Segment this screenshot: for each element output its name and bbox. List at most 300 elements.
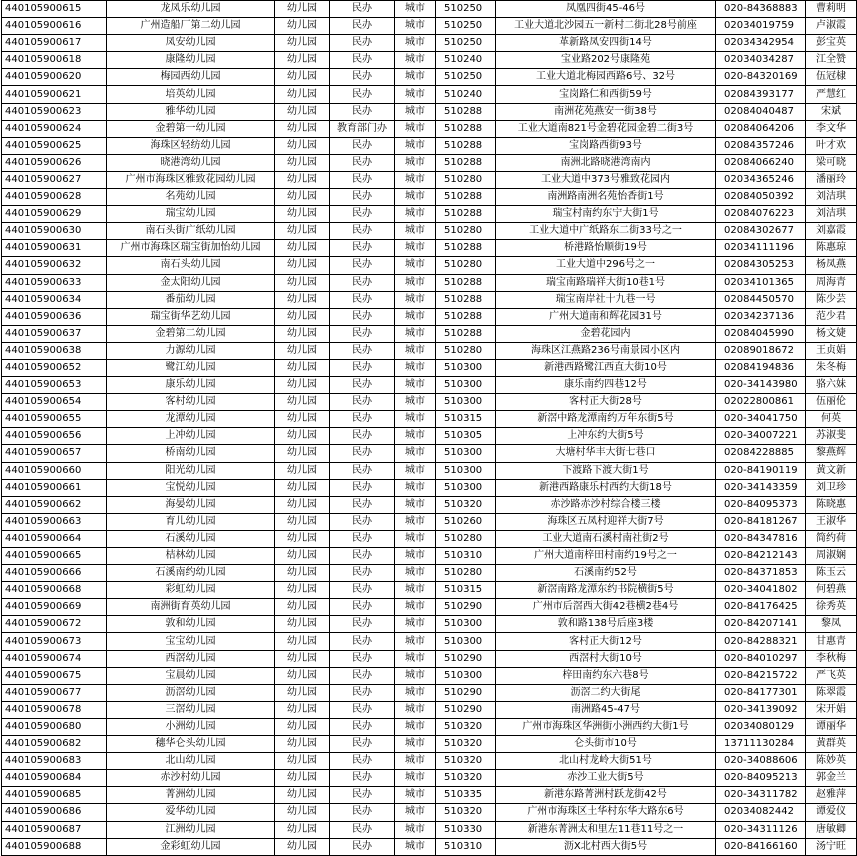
school-name-cell: 上冲幼儿园	[107, 428, 275, 445]
phone-cell: 02084040487	[716, 103, 806, 120]
school-name-cell: 石溪南约幼儿园	[107, 565, 275, 582]
ownership-cell: 民办	[330, 838, 395, 855]
address-cell: 北山村龙岭大街51号	[496, 753, 716, 770]
address-cell: 上冲东约大街5号	[496, 428, 716, 445]
contact-cell: 黎燕辉	[806, 445, 857, 462]
contact-cell: 江全赞	[806, 52, 857, 69]
contact-cell: 严飞英	[806, 667, 857, 684]
phone-cell: 02034034287	[716, 52, 806, 69]
contact-cell: 刘嘉霞	[806, 223, 857, 240]
table-row	[2, 821, 857, 838]
table-row	[2, 753, 857, 770]
school-type-cell: 幼儿园	[275, 599, 330, 616]
table-row	[2, 565, 857, 582]
address-cell: 新港东路菁洲村跃龙街42号	[496, 787, 716, 804]
phone-cell: 020-84368883	[716, 1, 806, 18]
school-type-cell: 幼儿园	[275, 667, 330, 684]
school-name-cell: 彩虹幼儿园	[107, 582, 275, 599]
table-row	[2, 154, 857, 171]
contact-cell: 黄群英	[806, 736, 857, 753]
postcode-cell: 510280	[436, 257, 496, 274]
table-row	[2, 530, 857, 547]
phone-cell: 02084066240	[716, 154, 806, 171]
org-code-cell: 440105900669	[2, 599, 107, 616]
postcode-cell: 510300	[436, 479, 496, 496]
contact-cell: 杨文婕	[806, 325, 857, 342]
school-name-cell: 雅华幼儿园	[107, 103, 275, 120]
postcode-cell: 510240	[436, 52, 496, 69]
ownership-cell: 民办	[330, 821, 395, 838]
table-row	[2, 684, 857, 701]
ownership-cell: 民办	[330, 274, 395, 291]
org-code-cell: 440105900680	[2, 718, 107, 735]
school-type-cell: 幼儿园	[275, 377, 330, 394]
school-type-cell: 幼儿园	[275, 650, 330, 667]
school-type-cell: 幼儿园	[275, 359, 330, 376]
address-cell: 广州大道南和辉花园31号	[496, 308, 716, 325]
school-type-cell: 幼儿园	[275, 616, 330, 633]
area-type-cell: 城市	[395, 240, 436, 257]
ownership-cell: 民办	[330, 667, 395, 684]
postcode-cell: 510335	[436, 787, 496, 804]
phone-cell: 020-84095213	[716, 770, 806, 787]
contact-cell: 赵雅萍	[806, 787, 857, 804]
postcode-cell: 510300	[436, 359, 496, 376]
phone-cell: 02034082442	[716, 804, 806, 821]
address-cell: 大塘村华丰大街七巷口	[496, 445, 716, 462]
phone-cell: 020-84347816	[716, 530, 806, 547]
org-code-cell: 440105900685	[2, 787, 107, 804]
school-type-cell: 幼儿园	[275, 223, 330, 240]
area-type-cell: 城市	[395, 171, 436, 188]
org-code-cell: 440105900660	[2, 462, 107, 479]
postcode-cell: 510300	[436, 445, 496, 462]
school-name-cell: 沥滘幼儿园	[107, 684, 275, 701]
ownership-cell: 民办	[330, 787, 395, 804]
school-type-cell: 幼儿园	[275, 770, 330, 787]
area-type-cell: 城市	[395, 394, 436, 411]
school-name-cell: 晓港湾幼儿园	[107, 154, 275, 171]
table-row	[2, 428, 857, 445]
school-name-cell: 金彩虹幼儿园	[107, 838, 275, 855]
area-type-cell: 城市	[395, 616, 436, 633]
ownership-cell: 民办	[330, 103, 395, 120]
ownership-cell: 民办	[330, 411, 395, 428]
contact-cell: 骆六妹	[806, 377, 857, 394]
contact-cell: 何英	[806, 411, 857, 428]
postcode-cell: 510288	[436, 120, 496, 137]
phone-cell: 02034365246	[716, 171, 806, 188]
ownership-cell: 民办	[330, 394, 395, 411]
address-cell: 广州市海珠区华洲街小洲西约大街1号	[496, 718, 716, 735]
postcode-cell: 510300	[436, 667, 496, 684]
postcode-cell: 510280	[436, 530, 496, 547]
ownership-cell: 民办	[330, 770, 395, 787]
postcode-cell: 510305	[436, 428, 496, 445]
school-type-cell: 幼儿园	[275, 445, 330, 462]
org-code-cell: 440105900652	[2, 359, 107, 376]
postcode-cell: 510288	[436, 103, 496, 120]
school-type-cell: 幼儿园	[275, 718, 330, 735]
org-code-cell: 440105900662	[2, 496, 107, 513]
phone-cell: 02084393177	[716, 86, 806, 103]
table-row	[2, 838, 857, 855]
school-type-cell: 幼儿园	[275, 257, 330, 274]
school-type-cell: 幼儿园	[275, 325, 330, 342]
org-code-cell: 440105900688	[2, 838, 107, 855]
address-cell: 革新路凤安四街14号	[496, 35, 716, 52]
table-row	[2, 223, 857, 240]
area-type-cell: 城市	[395, 428, 436, 445]
address-cell: 新滘南路龙潭东约书院横街5号	[496, 582, 716, 599]
ownership-cell: 民办	[330, 171, 395, 188]
area-type-cell: 城市	[395, 633, 436, 650]
org-code-cell: 440105900621	[2, 86, 107, 103]
postcode-cell: 510315	[436, 411, 496, 428]
phone-cell: 02034111196	[716, 240, 806, 257]
postcode-cell: 510240	[436, 86, 496, 103]
contact-cell: 黄文新	[806, 462, 857, 479]
area-type-cell: 城市	[395, 565, 436, 582]
address-cell: 工业大道中296号之一	[496, 257, 716, 274]
table-row	[2, 120, 857, 137]
phone-cell: 020-34007221	[716, 428, 806, 445]
phone-cell: 020-34143980	[716, 377, 806, 394]
phone-cell: 020-34143359	[716, 479, 806, 496]
school-name-cell: 三滘幼儿园	[107, 701, 275, 718]
ownership-cell: 民办	[330, 257, 395, 274]
area-type-cell: 城市	[395, 753, 436, 770]
school-type-cell: 幼儿园	[275, 565, 330, 582]
area-type-cell: 城市	[395, 496, 436, 513]
contact-cell: 唐敏卿	[806, 821, 857, 838]
address-cell: 客村正大街12号	[496, 633, 716, 650]
org-code-cell: 440105900637	[2, 325, 107, 342]
org-code-cell: 440105900686	[2, 804, 107, 821]
table-row	[2, 479, 857, 496]
address-cell: 客村正大街28号	[496, 394, 716, 411]
school-name-cell: 菁洲幼儿园	[107, 787, 275, 804]
phone-cell: 020-84010297	[716, 650, 806, 667]
school-type-cell: 幼儿园	[275, 513, 330, 530]
phone-cell: 020-34041750	[716, 411, 806, 428]
postcode-cell: 510310	[436, 548, 496, 565]
ownership-cell: 民办	[330, 223, 395, 240]
postcode-cell: 510290	[436, 684, 496, 701]
school-name-cell: 梅园西幼儿园	[107, 69, 275, 86]
area-type-cell: 城市	[395, 804, 436, 821]
table-row	[2, 35, 857, 52]
area-type-cell: 城市	[395, 411, 436, 428]
contact-cell: 刘卫珍	[806, 479, 857, 496]
school-name-cell: 瑞宝幼儿园	[107, 206, 275, 223]
ownership-cell: 民办	[330, 18, 395, 35]
area-type-cell: 城市	[395, 684, 436, 701]
school-type-cell: 幼儿园	[275, 18, 330, 35]
phone-cell: 020-34088606	[716, 753, 806, 770]
table-row	[2, 171, 857, 188]
org-code-cell: 440105900628	[2, 189, 107, 206]
org-code-cell: 440105900656	[2, 428, 107, 445]
address-cell: 工业大道北沙园五一新村二街北28号前座	[496, 18, 716, 35]
area-type-cell: 城市	[395, 206, 436, 223]
table-row	[2, 274, 857, 291]
table-row	[2, 548, 857, 565]
postcode-cell: 510288	[436, 154, 496, 171]
org-code-cell: 440105900631	[2, 240, 107, 257]
phone-cell: 020-84166160	[716, 838, 806, 855]
ownership-cell: 民办	[330, 599, 395, 616]
school-type-cell: 幼儿园	[275, 274, 330, 291]
org-code-cell: 440105900666	[2, 565, 107, 582]
org-code-cell: 440105900624	[2, 120, 107, 137]
ownership-cell: 民办	[330, 342, 395, 359]
school-name-cell: 南洲街育英幼儿园	[107, 599, 275, 616]
org-code-cell: 440105900615	[2, 1, 107, 18]
address-cell: 广州大道南梓田村南约19号之一	[496, 548, 716, 565]
table-row	[2, 291, 857, 308]
ownership-cell: 民办	[330, 291, 395, 308]
contact-cell: 汤宁旺	[806, 838, 857, 855]
org-code-cell: 440105900682	[2, 736, 107, 753]
table-row	[2, 69, 857, 86]
school-type-cell: 幼儿园	[275, 86, 330, 103]
phone-cell: 020-34041802	[716, 582, 806, 599]
ownership-cell: 教育部门办	[330, 120, 395, 137]
table-row	[2, 240, 857, 257]
contact-cell: 伍冠棣	[806, 69, 857, 86]
postcode-cell: 510310	[436, 838, 496, 855]
org-code-cell: 440105900638	[2, 342, 107, 359]
phone-cell: 02084050392	[716, 189, 806, 206]
school-type-cell: 幼儿园	[275, 428, 330, 445]
phone-cell: 02034101365	[716, 274, 806, 291]
contact-cell: 潘丽玲	[806, 171, 857, 188]
school-name-cell: 阳光幼儿园	[107, 462, 275, 479]
org-code-cell: 440105900623	[2, 103, 107, 120]
ownership-cell: 民办	[330, 530, 395, 547]
contact-cell: 黎凤	[806, 616, 857, 633]
postcode-cell: 510320	[436, 736, 496, 753]
school-name-cell: 广州造船厂第二幼儿园	[107, 18, 275, 35]
contact-cell: 严慧红	[806, 86, 857, 103]
address-cell: 沥X北村西大街5号	[496, 838, 716, 855]
address-cell: 南洲路南洲名苑怡香街1号	[496, 189, 716, 206]
school-type-cell: 幼儿园	[275, 137, 330, 154]
contact-cell: 简约荷	[806, 530, 857, 547]
area-type-cell: 城市	[395, 599, 436, 616]
school-type-cell: 幼儿园	[275, 633, 330, 650]
org-code-cell: 440105900655	[2, 411, 107, 428]
ownership-cell: 民办	[330, 650, 395, 667]
phone-cell: 02084228885	[716, 445, 806, 462]
address-cell: 工业大道南石溪村南社街2号	[496, 530, 716, 547]
phone-cell: 02022800861	[716, 394, 806, 411]
school-name-cell: 赤沙村幼儿园	[107, 770, 275, 787]
postcode-cell: 510290	[436, 650, 496, 667]
ownership-cell: 民办	[330, 565, 395, 582]
area-type-cell: 城市	[395, 667, 436, 684]
contact-cell: 郭金兰	[806, 770, 857, 787]
area-type-cell: 城市	[395, 701, 436, 718]
postcode-cell: 510280	[436, 223, 496, 240]
phone-cell: 020-34311126	[716, 821, 806, 838]
phone-cell: 02084305253	[716, 257, 806, 274]
org-code-cell: 440105900654	[2, 394, 107, 411]
postcode-cell: 510250	[436, 69, 496, 86]
school-name-cell: 瑞宝街华艺幼儿园	[107, 308, 275, 325]
school-type-cell: 幼儿园	[275, 462, 330, 479]
school-type-cell: 幼儿园	[275, 496, 330, 513]
area-type-cell: 城市	[395, 52, 436, 69]
org-code-cell: 440105900625	[2, 137, 107, 154]
address-cell: 赤沙工业大街5号	[496, 770, 716, 787]
school-type-cell: 幼儿园	[275, 308, 330, 325]
school-name-cell: 宝悦幼儿园	[107, 479, 275, 496]
school-type-cell: 幼儿园	[275, 394, 330, 411]
postcode-cell: 510288	[436, 291, 496, 308]
ownership-cell: 民办	[330, 154, 395, 171]
table-row	[2, 787, 857, 804]
contact-cell: 周海青	[806, 274, 857, 291]
school-name-cell: 爱华幼儿园	[107, 804, 275, 821]
school-type-cell: 幼儿园	[275, 530, 330, 547]
postcode-cell: 510288	[436, 325, 496, 342]
area-type-cell: 城市	[395, 69, 436, 86]
ownership-cell: 民办	[330, 701, 395, 718]
contact-cell: 李秋梅	[806, 650, 857, 667]
postcode-cell: 510288	[436, 189, 496, 206]
table-row	[2, 18, 857, 35]
ownership-cell: 民办	[330, 462, 395, 479]
contact-cell: 刘洁琪	[806, 189, 857, 206]
org-code-cell: 440105900629	[2, 206, 107, 223]
contact-cell: 何碧燕	[806, 582, 857, 599]
table-row	[2, 206, 857, 223]
school-name-cell: 康乐幼儿园	[107, 377, 275, 394]
ownership-cell: 民办	[330, 633, 395, 650]
school-type-cell: 幼儿园	[275, 206, 330, 223]
area-type-cell: 城市	[395, 530, 436, 547]
table-row	[2, 325, 857, 342]
table-row	[2, 770, 857, 787]
postcode-cell: 510300	[436, 394, 496, 411]
postcode-cell: 510315	[436, 582, 496, 599]
address-cell: 海珠区江燕路236号南景园小区内	[496, 342, 716, 359]
table-row	[2, 496, 857, 513]
postcode-cell: 510300	[436, 633, 496, 650]
phone-cell: 020-34139092	[716, 701, 806, 718]
school-name-cell: 金碧第二幼儿园	[107, 325, 275, 342]
ownership-cell: 民办	[330, 69, 395, 86]
contact-cell: 徐秀英	[806, 599, 857, 616]
postcode-cell: 510300	[436, 462, 496, 479]
phone-cell: 02034019759	[716, 18, 806, 35]
area-type-cell: 城市	[395, 103, 436, 120]
school-name-cell: 海珠区轻纺幼儿园	[107, 137, 275, 154]
ownership-cell: 民办	[330, 804, 395, 821]
postcode-cell: 510280	[436, 565, 496, 582]
postcode-cell: 510290	[436, 599, 496, 616]
school-type-cell: 幼儿园	[275, 103, 330, 120]
school-type-cell: 幼儿园	[275, 189, 330, 206]
phone-cell: 02034237136	[716, 308, 806, 325]
ownership-cell: 民办	[330, 206, 395, 223]
phone-cell: 02084064206	[716, 120, 806, 137]
table-row	[2, 137, 857, 154]
contact-cell: 陈少芸	[806, 291, 857, 308]
school-name-cell: 南石头幼儿园	[107, 257, 275, 274]
ownership-cell: 民办	[330, 548, 395, 565]
ownership-cell: 民办	[330, 359, 395, 376]
phone-cell: 02084450570	[716, 291, 806, 308]
ownership-cell: 民办	[330, 1, 395, 18]
phone-cell: 02084357246	[716, 137, 806, 154]
area-type-cell: 城市	[395, 274, 436, 291]
address-cell: 梓田南约东六巷8号	[496, 667, 716, 684]
postcode-cell: 510330	[436, 821, 496, 838]
address-cell: 瑞宝南路瑞祥大街10巷1号	[496, 274, 716, 291]
org-code-cell: 440105900632	[2, 257, 107, 274]
address-cell: 金碧花园内	[496, 325, 716, 342]
table-row	[2, 394, 857, 411]
address-cell: 工业大道中373号雅致花园内	[496, 171, 716, 188]
ownership-cell: 民办	[330, 35, 395, 52]
table-row	[2, 804, 857, 821]
postcode-cell: 510250	[436, 35, 496, 52]
org-code-cell: 440105900678	[2, 701, 107, 718]
school-name-cell: 培英幼儿园	[107, 86, 275, 103]
org-code-cell: 440105900653	[2, 377, 107, 394]
address-cell: 西滘村大街10号	[496, 650, 716, 667]
area-type-cell: 城市	[395, 445, 436, 462]
ownership-cell: 民办	[330, 308, 395, 325]
address-cell: 仑头街市10号	[496, 736, 716, 753]
table-row	[2, 736, 857, 753]
school-type-cell: 幼儿园	[275, 171, 330, 188]
school-name-cell: 金太阳幼儿园	[107, 274, 275, 291]
org-code-cell: 440105900620	[2, 69, 107, 86]
org-code-cell: 440105900675	[2, 667, 107, 684]
area-type-cell: 城市	[395, 257, 436, 274]
school-name-cell: 桔林幼儿园	[107, 548, 275, 565]
org-code-cell: 440105900630	[2, 223, 107, 240]
address-cell: 宝业路202号康隆苑	[496, 52, 716, 69]
area-type-cell: 城市	[395, 787, 436, 804]
ownership-cell: 民办	[330, 616, 395, 633]
postcode-cell: 510288	[436, 274, 496, 291]
table-row	[2, 462, 857, 479]
school-type-cell: 幼儿园	[275, 736, 330, 753]
area-type-cell: 城市	[395, 359, 436, 376]
phone-cell: 13711130284	[716, 736, 806, 753]
address-cell: 康乐南约四巷12号	[496, 377, 716, 394]
school-type-cell: 幼儿园	[275, 342, 330, 359]
school-name-cell: 龙潭幼儿园	[107, 411, 275, 428]
table-row	[2, 342, 857, 359]
school-type-cell: 幼儿园	[275, 35, 330, 52]
postcode-cell: 510320	[436, 804, 496, 821]
postcode-cell: 510288	[436, 240, 496, 257]
ownership-cell: 民办	[330, 52, 395, 69]
table-row	[2, 1, 857, 18]
phone-cell: 02034342954	[716, 35, 806, 52]
school-type-cell: 幼儿园	[275, 548, 330, 565]
address-cell: 工业大道南821号金碧花园金碧二街3号	[496, 120, 716, 137]
area-type-cell: 城市	[395, 582, 436, 599]
ownership-cell: 民办	[330, 496, 395, 513]
contact-cell: 陈翠霞	[806, 684, 857, 701]
